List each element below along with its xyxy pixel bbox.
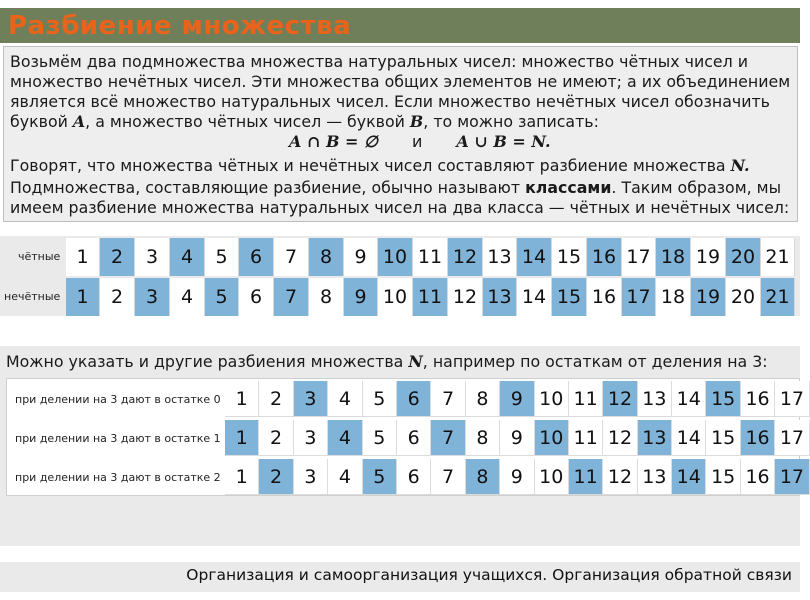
number-cell: 11 xyxy=(569,381,603,417)
set-n-symbol: N. xyxy=(730,156,750,175)
number-cell: 16 xyxy=(587,278,622,316)
formula-conjunction: и xyxy=(411,132,423,151)
number-cell: 21 xyxy=(761,238,795,276)
remainder-row-label: при делении на 3 дают в остатке 1 xyxy=(15,432,221,445)
set-a-symbol: A xyxy=(72,112,86,131)
number-cell: 13 xyxy=(483,238,517,276)
set-n-symbol: N xyxy=(408,352,423,371)
paragraph-line-4 xyxy=(10,111,599,133)
formula-union: A ∪ B = N. xyxy=(456,132,551,151)
remainder-row-label: при делении на 3 дают в остатке 2 xyxy=(15,471,221,484)
number-cell: 12 xyxy=(603,420,637,456)
number-cell: 11 xyxy=(413,238,448,276)
number-cell: 17 xyxy=(775,381,809,417)
classes-term: классами xyxy=(525,178,612,197)
text: Говорят, что множества чётных и нечётных чисел составляют разбиение множества xyxy=(10,156,731,175)
paragraph-line-7: имеем разбиение множества натуральных чисел на два класса — чётных и нечётных чисел: xyxy=(10,198,790,217)
number-cell: 7 xyxy=(431,420,465,456)
parity-row-label: чётные xyxy=(18,250,61,263)
number-cell: 3 xyxy=(294,420,328,456)
number-cell: 5 xyxy=(363,381,397,417)
number-cell: 9 xyxy=(500,459,534,495)
paragraph-line-5 xyxy=(10,155,750,177)
number-cell: 3 xyxy=(294,381,328,417)
text: , например по остаткам от деления на 3: xyxy=(422,352,768,371)
paragraph-line-2: множество нечётных чисел. Эти множества общих элементов не имеют; а их объединением xyxy=(10,72,791,91)
number-cell: 18 xyxy=(656,278,691,316)
number-cell: 15 xyxy=(552,238,587,276)
number-cell: 20 xyxy=(726,278,761,316)
number-cell: 11 xyxy=(413,278,448,316)
number-cell: 19 xyxy=(691,278,726,316)
number-cell: 4 xyxy=(170,278,205,316)
number-cell: 7 xyxy=(274,278,309,316)
number-cell: 10 xyxy=(535,459,569,495)
number-cell: 18 xyxy=(656,238,691,276)
set-formula xyxy=(289,132,551,151)
number-cell: 17 xyxy=(775,420,809,456)
number-cell: 6 xyxy=(397,381,431,417)
number-cell: 12 xyxy=(603,459,637,495)
remainder-row xyxy=(225,459,810,495)
number-cell: 15 xyxy=(706,420,740,456)
text: буквой xyxy=(10,112,73,131)
number-cell: 17 xyxy=(775,459,809,495)
number-cell: 7 xyxy=(431,459,465,495)
number-cell: 8 xyxy=(466,420,500,456)
number-cell: 1 xyxy=(225,420,259,456)
number-cell: 13 xyxy=(483,278,517,316)
number-cell: 11 xyxy=(569,459,603,495)
text: , а множество чётных чисел — буквой xyxy=(85,112,410,131)
number-cell: 14 xyxy=(672,459,706,495)
number-cell: 14 xyxy=(517,278,552,316)
number-cell: 5 xyxy=(205,238,239,276)
page-title: Разбиение множества xyxy=(8,11,352,41)
number-cell: 21 xyxy=(761,278,795,316)
number-cell: 10 xyxy=(378,238,413,276)
remainder-table xyxy=(6,378,805,496)
formula-intersection: A ∩ B = ∅ xyxy=(289,132,378,151)
text: . Таким образом, мы xyxy=(611,178,782,197)
parity-row xyxy=(66,278,795,316)
parity-row-label: нечётные xyxy=(4,290,61,303)
number-cell: 6 xyxy=(397,459,431,495)
number-cell: 6 xyxy=(239,238,274,276)
title-bar xyxy=(0,8,800,43)
number-cell: 10 xyxy=(535,381,569,417)
remainder-heading xyxy=(6,352,768,371)
remainder-row-label: при делении на 3 дают в остатке 0 xyxy=(15,393,221,406)
text: , то можно записать: xyxy=(423,112,599,131)
number-cell: 9 xyxy=(344,238,378,276)
number-cell: 3 xyxy=(294,459,328,495)
number-cell: 7 xyxy=(274,238,309,276)
number-cell: 4 xyxy=(328,459,362,495)
number-cell: 12 xyxy=(448,278,483,316)
number-cell: 17 xyxy=(622,278,656,316)
number-cell: 8 xyxy=(466,459,500,495)
number-cell: 13 xyxy=(638,381,672,417)
number-cell: 14 xyxy=(672,381,706,417)
number-cell: 13 xyxy=(638,420,672,456)
number-cell: 2 xyxy=(100,238,135,276)
number-cell: 15 xyxy=(706,381,740,417)
number-cell: 3 xyxy=(135,278,170,316)
number-cell: 17 xyxy=(622,238,656,276)
number-cell: 6 xyxy=(239,278,274,316)
number-cell: 1 xyxy=(66,278,100,316)
number-cell: 4 xyxy=(328,420,362,456)
text: Подмножества, составляющие разбиение, обычно называют xyxy=(10,178,526,197)
paragraph-line-6 xyxy=(10,177,781,199)
set-b-symbol: B xyxy=(409,112,424,131)
explanation-panel xyxy=(3,46,798,222)
number-cell: 12 xyxy=(603,381,637,417)
number-cell: 8 xyxy=(466,381,500,417)
parity-table xyxy=(0,236,800,316)
number-cell: 14 xyxy=(672,420,706,456)
number-cell: 1 xyxy=(225,381,259,417)
number-cell: 2 xyxy=(259,459,293,495)
footer-text: Организация и самоорганизация учащихся. Организация обратной связи xyxy=(186,566,792,584)
number-cell: 13 xyxy=(638,459,672,495)
number-cell: 6 xyxy=(397,420,431,456)
number-cell: 20 xyxy=(726,238,761,276)
number-cell: 11 xyxy=(569,420,603,456)
number-cell: 16 xyxy=(741,381,775,417)
number-cell: 2 xyxy=(259,381,293,417)
remainder-row xyxy=(225,420,810,456)
number-cell: 16 xyxy=(587,238,622,276)
paragraph-line-3: является всё множество натуральных чисел. Если множество нечётных чисел обозначить xyxy=(10,92,770,111)
number-cell: 2 xyxy=(100,278,135,316)
number-cell: 9 xyxy=(500,420,534,456)
text: Можно указать и другие разбиения множества xyxy=(6,352,409,371)
number-cell: 4 xyxy=(328,381,362,417)
number-cell: 9 xyxy=(344,278,378,316)
number-cell: 1 xyxy=(225,459,259,495)
number-cell: 5 xyxy=(363,459,397,495)
remainder-row xyxy=(225,381,810,417)
number-cell: 8 xyxy=(309,238,344,276)
number-cell: 5 xyxy=(205,278,239,316)
number-cell: 10 xyxy=(378,278,413,316)
number-cell: 8 xyxy=(309,278,344,316)
number-cell: 15 xyxy=(552,278,587,316)
number-cell: 19 xyxy=(691,238,726,276)
number-cell: 4 xyxy=(170,238,205,276)
parity-row xyxy=(66,238,795,276)
number-cell: 16 xyxy=(741,420,775,456)
number-cell: 5 xyxy=(363,420,397,456)
number-cell: 3 xyxy=(135,238,170,276)
number-cell: 1 xyxy=(66,238,100,276)
number-cell: 10 xyxy=(535,420,569,456)
number-cell: 14 xyxy=(517,238,552,276)
number-cell: 15 xyxy=(706,459,740,495)
number-cell: 12 xyxy=(448,238,483,276)
number-cell: 7 xyxy=(431,381,465,417)
footer xyxy=(0,562,800,592)
paragraph-line-1: Возьмём два подмножества множества натуральных чисел: множество чётных чисел и xyxy=(10,52,748,71)
number-cell: 9 xyxy=(500,381,534,417)
number-cell: 2 xyxy=(259,420,293,456)
number-cell: 16 xyxy=(741,459,775,495)
